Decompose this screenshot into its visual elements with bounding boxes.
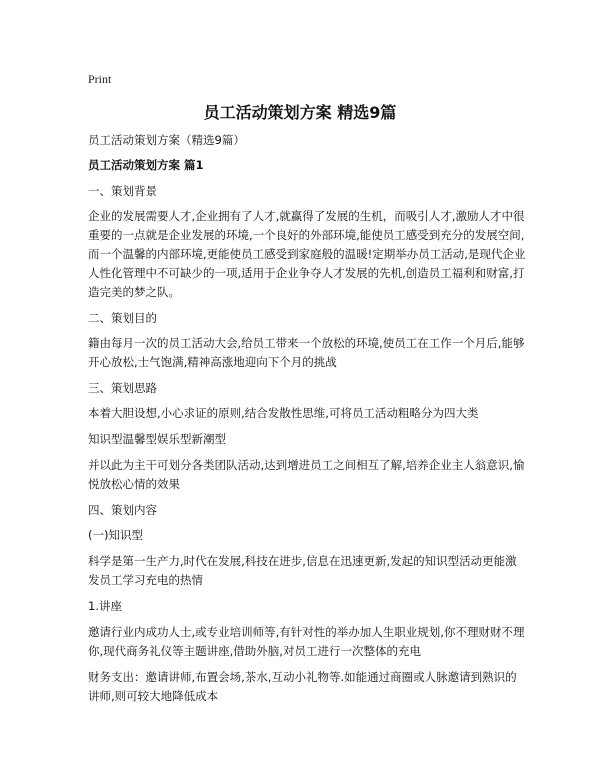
paragraph: 籍由每月一次的员工活动大会,给员工带来一个放松的环境,使员工在工作一个月后,能够开心放松,士气饱满,精神高涨地迎向下个月的挑战: [88, 336, 525, 369]
document-body: [88, 131, 528, 713]
section-heading: 一、策划背景: [88, 184, 157, 198]
paragraph: 科学是第一生产力,时代在发展,科技在进步,信息在迅速更新,发起的知识型活动更能激发员工学习充电的热情: [88, 554, 517, 587]
paragraph: 企业的发展需要人才,企业拥有了人才,就赢得了发展的生机，而吸引人才,激励人才中很重要的一点就是企业发展的环境,一个良好的外部环境,能使员工感受到充分的发展空间,而一个温馨的内部环境,更能使员工感受到家庭般的温暖!定期举办员工活动,是现代企业人性化管理中不可缺少的一项,适用于企业争夺人才发展的先机,创造员工福利和财富,打造完美的梦之队。: [88, 209, 526, 299]
print-label: Print: [88, 72, 112, 86]
paragraph: 知识型温馨型娱乐型新潮型: [88, 432, 226, 446]
paragraph: 财务支出：邀请讲师,布置会场,茶水,互动小礼物等.如能通过商圈或人脉邀请到熟识的讲师,则可较大地降低成本: [88, 670, 517, 703]
subsection-heading: 1.讲座: [88, 599, 122, 613]
document-title: 员工活动策划方案 精选9篇: [203, 103, 397, 122]
paragraph: 并以此为主干可划分各类团队活动,达到增进员工之间相互了解,培养企业主人翁意识,愉悦放松心情的效果: [88, 458, 525, 491]
article-heading: 员工活动策划方案 篇1: [88, 158, 204, 172]
section-heading: 四、策划内容: [88, 503, 157, 517]
document-subtitle: 员工活动策划方案（精选9篇）: [88, 133, 245, 147]
paragraph: 邀请行业内成功人士,或专业培训师等,有针对性的举办加人生职业规划,你不理财财不理你,现代商务礼仪等主题讲座,借助外脑,对员工进行一次整体的充电: [88, 625, 525, 658]
section-heading: 二、策划目的: [88, 311, 157, 325]
subsection-heading: (一)知识型: [88, 528, 143, 542]
paragraph: 本着大胆设想,小心求证的原则,结合发散性思维,可将员工活动粗略分为四大类: [88, 406, 479, 420]
section-heading: 三、策划思路: [88, 381, 157, 395]
